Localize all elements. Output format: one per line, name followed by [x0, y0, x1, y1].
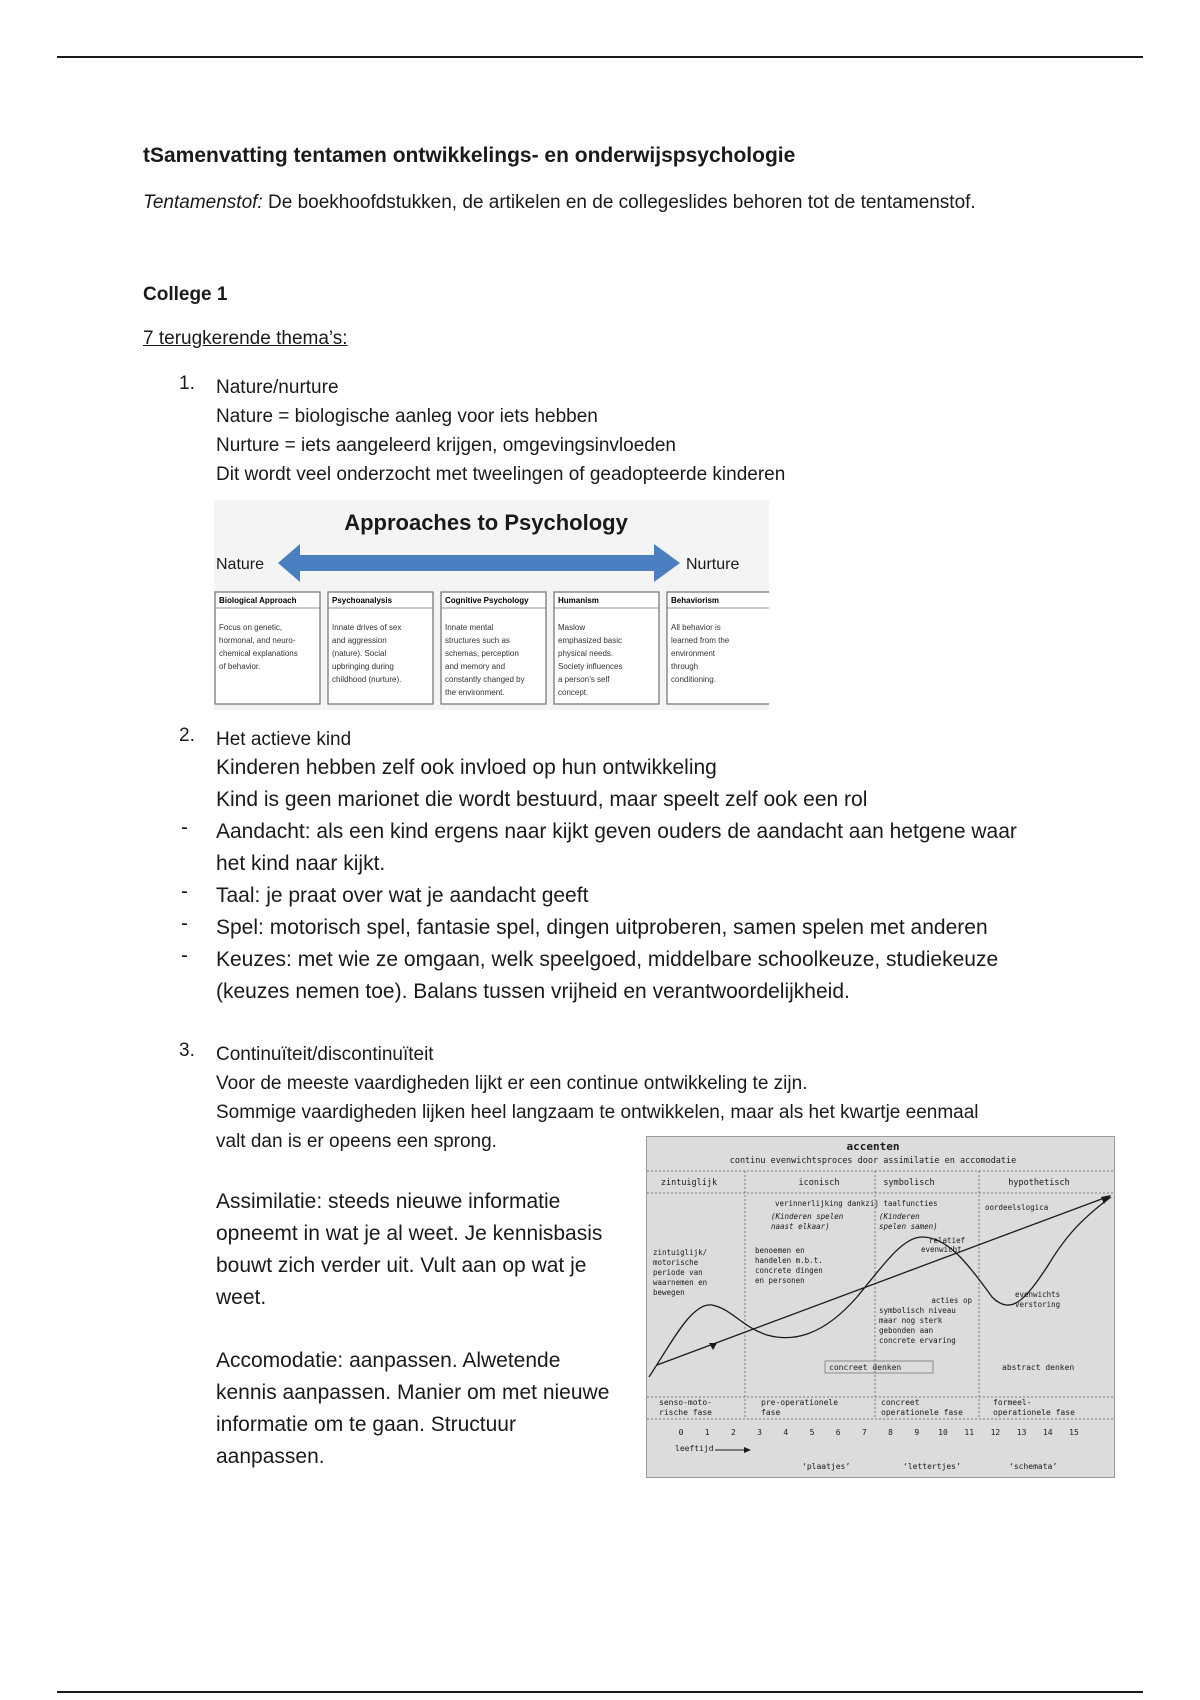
bullet-aandacht: Aandacht: als een kind ergens naar kijkt geven ouders de aandacht aan hetgene waar — [216, 820, 1017, 843]
theme2-line: Kind is geen marionet die wordt bestuurd, maar speelt zelf ook een rol — [216, 788, 868, 811]
note-play-naast-2: naast elkaar) — [771, 1222, 830, 1231]
approach-box-line: childhood (nurture). — [332, 675, 402, 684]
approaches-diagram — [214, 500, 769, 710]
phase-concrete-1: concreet — [881, 1398, 920, 1407]
approach-box-line: a person’s self — [558, 675, 610, 684]
bullet-spel: Spel: motorisch spel, fantasie spel, dingen uitproberen, samen spelen met anderen — [216, 916, 988, 939]
theme2-intro — [216, 725, 351, 754]
approach-box-heading: Humanism — [558, 596, 599, 605]
age-axis-label: leeftijd — [675, 1444, 714, 1453]
approach-box-line: concept. — [558, 688, 589, 697]
assimilation-line: bouwt zich verder uit. Vult aan op wat je — [216, 1254, 587, 1277]
age-tick: 15 — [1069, 1428, 1079, 1437]
phase-sensomotor-2: rische fase — [659, 1408, 712, 1417]
approach-box — [328, 592, 433, 704]
college-heading: College 1 — [143, 284, 228, 305]
assimilation-line: weet. — [216, 1286, 267, 1309]
note-col1-2: motorische — [653, 1258, 699, 1267]
age-tick: 8 — [888, 1428, 894, 1437]
stage-label-lettertjes: ‘lettertjes’ — [903, 1462, 961, 1471]
note-oordeelslogica: oordeelslogica — [985, 1203, 1049, 1212]
phase-preoperational-2: fase — [761, 1408, 781, 1417]
header-rule — [57, 56, 1143, 58]
approach-box-line: Society influences — [558, 662, 623, 671]
approach-box-heading: Behaviorism — [671, 596, 720, 605]
intro-label: Tentamenstof: — [143, 192, 263, 213]
bullet-marker: - — [181, 880, 188, 903]
note-verinnerlijking: verinnerlijking dankzij taalfuncties — [775, 1199, 938, 1208]
approach-box — [667, 592, 769, 704]
theme1-line: Nature/nurture — [216, 377, 339, 398]
phase-preoperational-1: pre-operationele — [761, 1398, 839, 1407]
age-tick: 1 — [704, 1428, 710, 1437]
bullet-keuzes-cont: (keuzes nemen toe). Balans tussen vrijheid en verantwoordelijkheid. — [216, 980, 850, 1003]
theme2-line: Kinderen hebben zelf ook invloed op hun ontwikkeling — [216, 756, 717, 779]
bullet-marker: - — [181, 944, 188, 967]
approach-box-line: and memory and — [445, 662, 506, 671]
note-col4-2: verstoring — [1015, 1300, 1061, 1309]
note-col2-3: concrete dingen — [755, 1266, 823, 1275]
note-col3-2: symbolisch niveau — [879, 1306, 956, 1315]
themes-heading: 7 terugkerende thema’s: — [143, 328, 348, 349]
approach-box-line: learned from the — [671, 636, 730, 645]
note-col2-1: benoemen en — [755, 1246, 805, 1255]
bullet-marker: - — [181, 816, 188, 839]
approach-box-line: hormonal, and neuro- — [219, 636, 296, 645]
note-col3-3: maar nog sterk — [879, 1316, 943, 1325]
approach-box-line: emphasized basic — [558, 636, 623, 645]
age-tick: 2 — [730, 1428, 736, 1437]
theme1-line: Nurture = iets aangeleerd krijgen, omgevingsinvloeden — [216, 435, 676, 456]
approach-box-line: of behavior. — [219, 662, 261, 671]
age-tick: 10 — [938, 1428, 948, 1437]
accommodation-paragraph — [216, 1345, 636, 1473]
note-col2-2: handelen m.b.t. — [755, 1256, 823, 1265]
approach-box-line: and aggression — [332, 636, 387, 645]
trend-marker — [709, 1343, 717, 1350]
theme2-number: 2. — [179, 725, 195, 746]
note-play-samen-1: (Kinderen — [879, 1212, 920, 1221]
theme1-block — [216, 373, 785, 489]
intro-text: De boekhoofdstukken, de artikelen en de collegeslides behoren tot de tentamenstof. — [262, 192, 976, 213]
theme1-number: 1. — [179, 373, 195, 394]
theme1-line: Dit wordt veel onderzocht met tweelingen of geadopteerde kinderen — [216, 464, 786, 485]
theme2-block — [216, 752, 1017, 1008]
age-tick: 5 — [809, 1428, 815, 1437]
approach-box-line: chemical explanations — [219, 649, 298, 658]
approach-box-line: physical needs. — [558, 649, 614, 658]
piaget-title: accenten — [846, 1140, 900, 1153]
note-col1-5: bewegen — [653, 1288, 685, 1297]
note-play-naast-1: (Kinderen spelen — [771, 1212, 844, 1221]
phase-formal-1: formeel- — [993, 1398, 1032, 1407]
theme3-heading: Continuïteit/discontinuïteit — [216, 1044, 434, 1065]
approach-box-line: upbringing during — [332, 662, 394, 671]
stage-label-plaatjes: ‘plaatjes’ — [802, 1462, 851, 1471]
approaches-nurture-label: Nurture — [686, 556, 740, 573]
bullet-keuzes: Keuzes: met wie ze omgaan, welk speelgoed, middelbare schoolkeuze, studiekeuze — [216, 948, 999, 971]
bullet-aandacht-cont: het kind naar kijkt. — [216, 852, 386, 875]
accommodation-line: Accomodatie: aanpassen. Alwetende — [216, 1349, 561, 1372]
approach-box-heading: Psychoanalysis — [332, 596, 393, 605]
approach-box-line: Innate mental — [445, 623, 494, 632]
note-col1-3: periode van — [653, 1268, 703, 1277]
document-title: tSamenvatting tentamen ontwikkelings- en onderwijspsychologie — [143, 144, 796, 167]
note-play-samen-2: spelen samen) — [879, 1222, 938, 1231]
accommodation-line: kennis aanpassen. Manier om met nieuwe — [216, 1381, 610, 1404]
approach-box-line: structures such as — [445, 636, 510, 645]
note-col2-4: en personen — [755, 1276, 805, 1285]
footer-rule — [57, 1691, 1143, 1693]
note-col3-4: gebonden aan — [879, 1326, 934, 1335]
note-eq-2: evenwicht — [921, 1245, 962, 1254]
theme3-number: 3. — [179, 1040, 195, 1061]
phase-formal-2: operationele fase — [993, 1408, 1075, 1417]
theme1-line: Nature = biologische aanleg voor iets hebben — [216, 406, 598, 427]
age-tick: 11 — [964, 1428, 975, 1437]
approach-box-line: through — [671, 662, 699, 671]
phase-concrete-2: operationele fase — [881, 1408, 963, 1417]
approach-box-line: Focus on genetic, — [219, 623, 283, 632]
phase-sensomotor-1: senso-moto- — [659, 1398, 712, 1407]
approach-box — [215, 592, 320, 704]
nature-nurture-arrow — [278, 544, 680, 582]
theme3-line: Voor de meeste vaardigheden lijkt er een continue ontwikkeling te zijn. — [216, 1073, 808, 1094]
approach-box-line: the environment. — [445, 688, 505, 697]
note-col3-1: acties op — [931, 1296, 972, 1305]
approach-box-line: environment — [671, 649, 716, 658]
note-col3-5: concrete ervaring — [879, 1336, 956, 1345]
column-zintuiglijk: zintuiglijk — [660, 1178, 718, 1188]
age-tick: 9 — [914, 1428, 920, 1437]
column-iconisch: iconisch — [798, 1178, 840, 1188]
age-tick: 3 — [757, 1428, 763, 1437]
accommodation-line: informatie om te gaan. Structuur — [216, 1413, 516, 1436]
note-eq-1: relatief — [929, 1236, 966, 1245]
stage-label-schemata: ‘schemata’ — [1009, 1462, 1058, 1471]
approaches-title: Approaches to Psychology — [344, 510, 628, 535]
approach-box-line: Maslow — [558, 623, 586, 632]
approaches-nature-label: Nature — [216, 556, 265, 573]
intro-line — [143, 192, 976, 214]
column-hypothetisch: hypothetisch — [1008, 1178, 1070, 1188]
piaget-stages-chart — [646, 1136, 1115, 1478]
age-ticks — [679, 1428, 1079, 1437]
age-axis-arrowhead — [744, 1447, 751, 1453]
approach-box-line: schemas, perception — [445, 649, 519, 658]
approach-box-line: conditioning. — [671, 675, 716, 684]
note-col1-1: zintuiglijk/ — [653, 1248, 708, 1257]
assimilation-line: opneemt in wat je al weet. Je kennisbasis — [216, 1222, 603, 1245]
approach-box-line: Innate drives of sex — [332, 623, 402, 632]
theme3-line: Sommige vaardigheden lijken heel langzaam te ontwikkelen, maar als het kwartje eenmaal — [216, 1102, 979, 1123]
age-tick: 13 — [1016, 1428, 1027, 1437]
accommodation-line: aanpassen. — [216, 1445, 325, 1468]
age-tick: 14 — [1042, 1428, 1053, 1437]
assimilation-paragraph — [216, 1186, 636, 1314]
approach-box-line: All behavior is — [671, 623, 721, 632]
assimilation-accommodation — [216, 1186, 636, 1504]
abstract-label: abstract denken — [1002, 1363, 1075, 1372]
age-tick: 0 — [678, 1428, 684, 1437]
column-symbolisch: symbolisch — [883, 1178, 935, 1188]
bullet-marker: - — [181, 912, 188, 935]
assimilation-line: Assimilatie: steeds nieuwe informatie — [216, 1190, 561, 1213]
theme3-line: valt dan is er opeens een sprong. — [216, 1131, 497, 1152]
age-tick: 7 — [861, 1428, 867, 1437]
piaget-subtitle: continu evenwichtsproces door assimilatie en accomodatie — [729, 1156, 1017, 1166]
approach-boxes — [215, 592, 769, 704]
approach-box-heading: Cognitive Psychology — [445, 596, 529, 605]
note-col1-4: waarnemen en — [653, 1278, 708, 1287]
age-tick: 12 — [990, 1428, 1001, 1437]
approach-box-heading: Biological Approach — [219, 596, 297, 605]
approach-box-line: constantly changed by — [445, 675, 525, 684]
approach-box-line: (nature). Social — [332, 649, 387, 658]
theme2-heading: Het actieve kind — [216, 729, 352, 750]
age-tick: 6 — [835, 1428, 841, 1437]
age-tick: 4 — [783, 1428, 789, 1437]
concrete-label: concreet denken — [829, 1363, 902, 1372]
note-col4-1: evenwichts — [1015, 1290, 1061, 1299]
bullet-taal: Taal: je praat over wat je aandacht geeft — [216, 884, 589, 907]
